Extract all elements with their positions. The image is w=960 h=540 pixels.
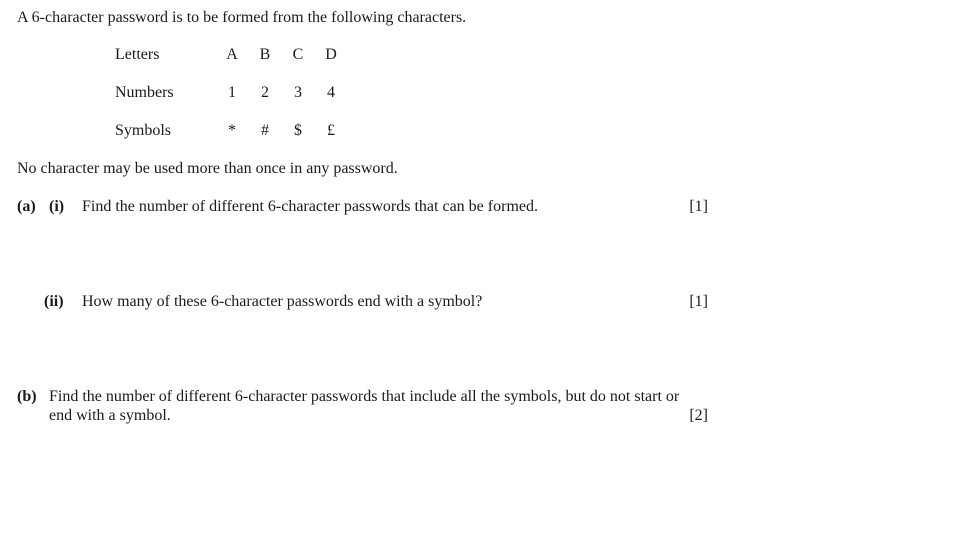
part-label: (a) (17, 198, 36, 215)
char-cell: 4 (327, 84, 335, 101)
char-cell: $ (294, 122, 302, 139)
char-cell: £ (327, 122, 335, 139)
rule-text: No character may be used more than once in any password. (17, 160, 398, 177)
row-label: Letters (115, 46, 160, 63)
question-text-line-1: Find the number of different 6-character passwords that include all the symbols, but do not start or (49, 388, 680, 405)
char-cell: C (292, 46, 304, 63)
question-text-line-2: end with a symbol. (49, 407, 171, 424)
part-label: (b) (17, 388, 37, 405)
char-cell: A (226, 46, 238, 63)
question-text: How many of these 6-character passwords end with a symbol? (82, 293, 483, 310)
marks: [1] (689, 198, 708, 215)
char-cell: 3 (294, 84, 302, 101)
char-cell: D (325, 46, 337, 63)
row-label: Symbols (115, 122, 172, 139)
char-cell: 1 (228, 84, 236, 101)
char-cell: B (259, 46, 271, 63)
row-label: Numbers (115, 84, 174, 101)
char-cell: # (261, 122, 269, 139)
subpart-label: (i) (49, 198, 65, 215)
question-text: Find the number of different 6-character passwords that can be formed. (82, 198, 538, 215)
char-cell: * (228, 122, 236, 139)
marks: [2] (689, 407, 708, 424)
char-cell: 2 (261, 84, 269, 101)
intro-text: A 6-character password is to be formed from the following characters. (17, 9, 467, 26)
marks: [1] (689, 293, 708, 310)
subpart-label: (ii) (44, 293, 64, 310)
